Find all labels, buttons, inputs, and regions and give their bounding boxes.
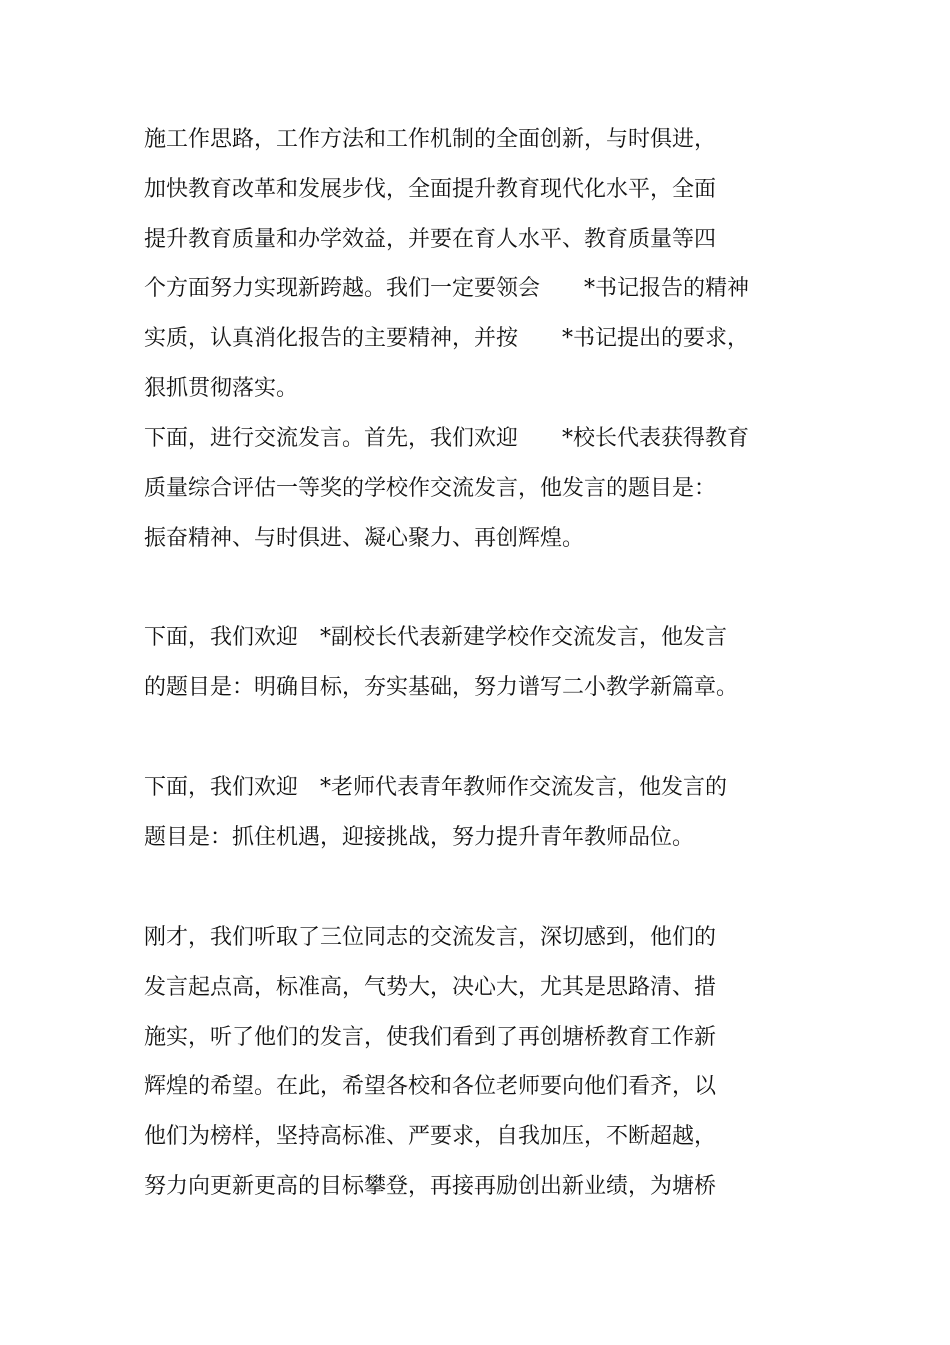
text-line: 施实，听了他们的发言，使我们看到了再创塘桥教育工作新	[144, 1025, 717, 1050]
text-line: 实质，认真消化报告的主要精神，并按 *书记提出的要求，	[144, 326, 750, 351]
text-line: 加快教育改革和发展步伐，全面提升教育现代化水平，全面	[144, 177, 717, 202]
text-line: 努力向更新更高的目标攀登，再接再励创出新业绩，为塘桥	[144, 1174, 717, 1199]
text-line: 发言起点高，标准高，气势大，决心大，尤其是思路清、措	[144, 975, 717, 1000]
text-line: 个方面努力实现新跨越。我们一定要领会 *书记报告的精神	[144, 276, 750, 301]
text-line: 题目是：抓住机遇，迎接挑战，努力提升青年教师品位。	[144, 825, 695, 850]
text-line: 质量综合评估一等奖的学校作交流发言，他发言的题目是：	[144, 476, 717, 501]
text-line: 狠抓贯彻落实。	[144, 376, 299, 401]
text-line: 刚才，我们听取了三位同志的交流发言，深切感到，他们的	[144, 925, 717, 950]
text-line: 他们为榜样，坚持高标准、严要求，自我加压，不断超越，	[144, 1124, 717, 1149]
text-line: 下面，进行交流发言。首先，我们欢迎 *校长代表获得教育	[144, 426, 750, 451]
text-line: 提升教育质量和办学效益，并要在育人水平、教育质量等四	[144, 227, 717, 252]
text-line: 振奋精神、与时俱进、凝心聚力、再创辉煌。	[144, 526, 585, 551]
text-line: 的题目是：明确目标，夯实基础，努力谱写二小教学新篇章。	[144, 675, 739, 700]
text-line: 施工作思路，工作方法和工作机制的全面创新，与时俱进，	[144, 127, 717, 152]
text-line: 下面，我们欢迎 *副校长代表新建学校作交流发言，他发言	[144, 625, 728, 650]
text-line: 下面，我们欢迎 *老师代表青年教师作交流发言，他发言的	[144, 775, 728, 800]
text-line: 辉煌的希望。在此，希望各校和各位老师要向他们看齐，以	[144, 1074, 717, 1099]
